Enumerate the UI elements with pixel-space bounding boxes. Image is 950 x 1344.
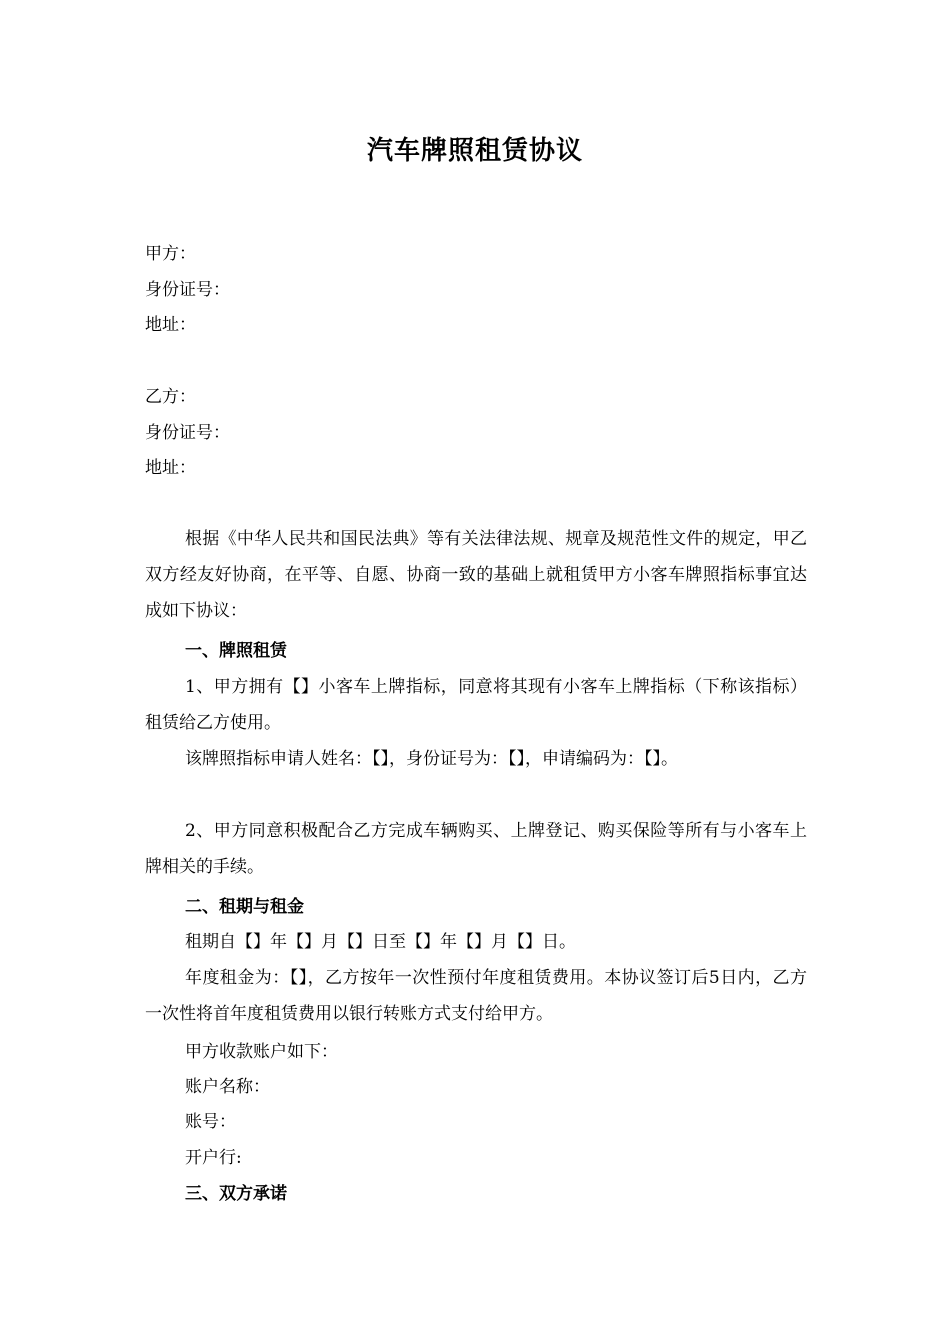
section-1-applicant: 该牌照指标申请人姓名：【】，身份证号为：【】，申请编码为：【】。	[185, 749, 678, 769]
preamble-paragraph: 根据《中华人民共和国民法典》等有关法律法规、规章及规范性文件的规定，甲乙双方经友好协商，在平等、自愿、协商一致的基础上就租赁甲方小客车牌照指标事宜达成如下协议：	[145, 529, 807, 621]
party-a-label: 甲方：	[145, 244, 196, 264]
account-name-label: 账户名称：	[185, 1077, 270, 1097]
bank-label: 开户行:	[185, 1148, 242, 1168]
party-b-address-label: 地址：	[145, 458, 196, 478]
section-2-rent: 年度租金为：【】，乙方按年一次性预付年度租赁费用。本协议签订后5日内，乙方一次性将首年度租赁费用以银行转账方式支付给甲方。	[145, 968, 807, 1024]
account-number-label: 账号：	[185, 1112, 236, 1132]
party-b-id-label: 身份证号：	[145, 423, 230, 443]
party-a-id-label: 身份证号：	[145, 280, 230, 300]
document-title: 汽车牌照租赁协议	[366, 136, 583, 166]
section-2-term: 租期自【】年【】月【】日至【】年【】月【】日。	[185, 932, 576, 952]
account-intro: 甲方收款账户如下：	[185, 1042, 338, 1062]
section-3-heading: 三、双方承诺	[185, 1184, 287, 1204]
section-1-item-1: 1、甲方拥有【】小客车上牌指标，同意将其现有小客车上牌指标（下称该指标）租赁给乙方使用。	[145, 677, 807, 733]
party-a-address-label: 地址：	[145, 315, 196, 335]
section-1-heading: 一、牌照租赁	[185, 641, 287, 661]
section-2-heading: 二、租期与租金	[185, 897, 304, 917]
party-b-label: 乙方：	[145, 387, 196, 407]
section-1-item-2: 2、甲方同意积极配合乙方完成车辆购买、上牌登记、购买保险等所有与小客车上牌相关的手续。	[145, 821, 807, 877]
